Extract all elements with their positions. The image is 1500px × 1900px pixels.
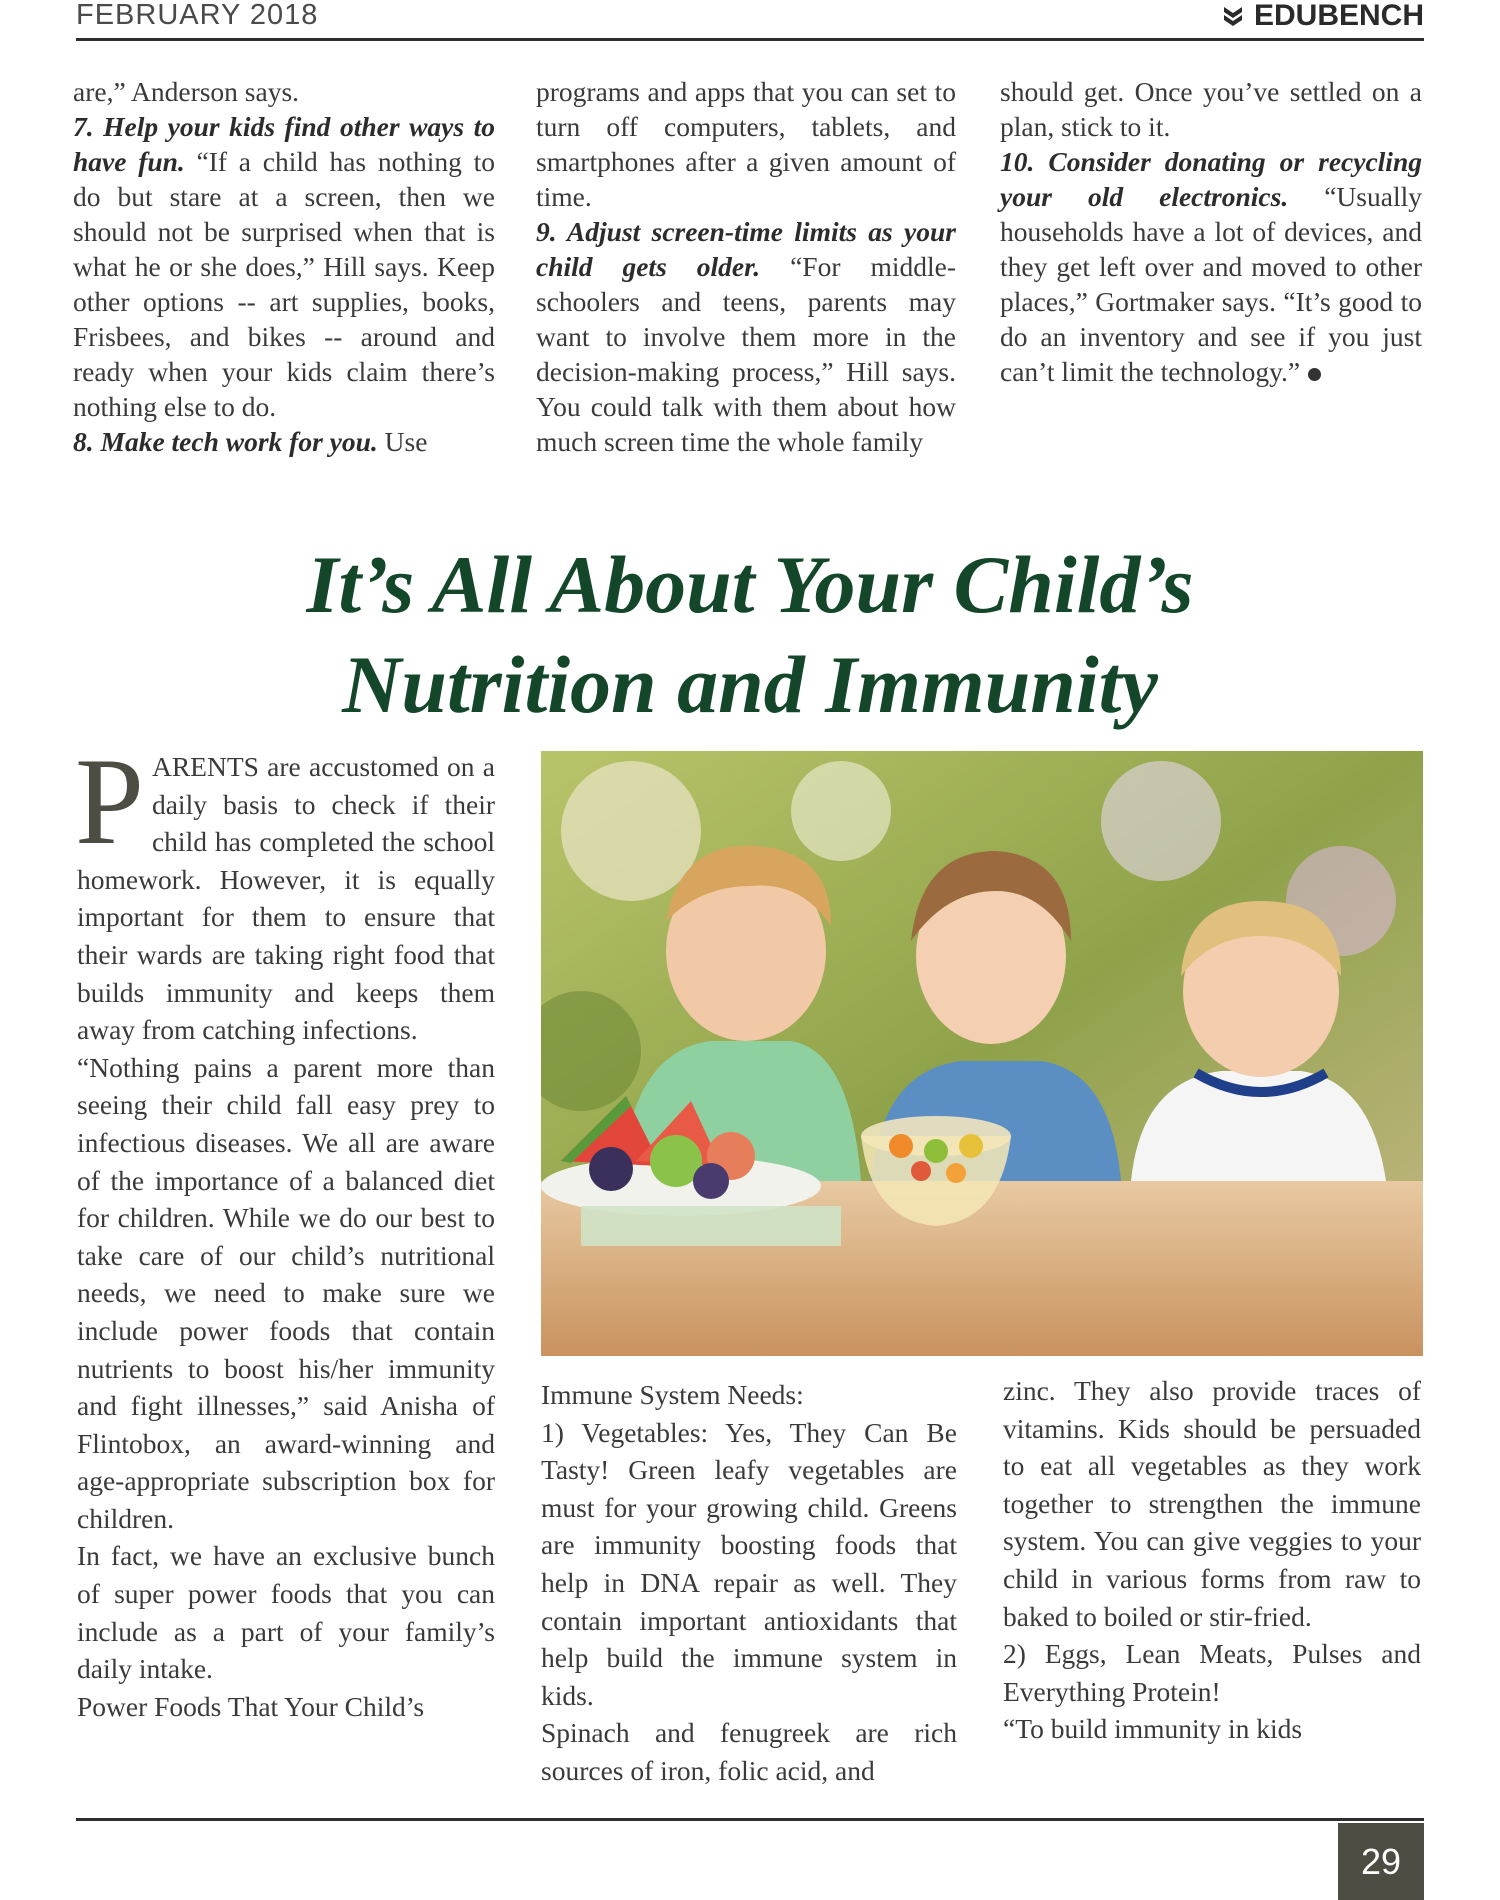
section-heading: 2) Eggs, Lean Meats, Pulses and Everything Protein! xyxy=(1003,1638,1421,1707)
paragraph: programs and apps that you can set to turn off computers, tablets, and smartphones after a given amount of time. xyxy=(536,76,956,212)
children-eating-fruit-photo xyxy=(541,751,1423,1356)
tip-heading: 10. Consider donating or recycling your old electronics. xyxy=(1000,146,1422,212)
paragraph: 1) Vegetables: Yes, They Can Be Tasty! Green leafy vegetables are must for your growing child. Greens are immunity boosting foods that help in DNA repair as well. They contain important antioxidants that help build the immune system in kids. xyxy=(541,1416,957,1711)
previous-article-column-3 xyxy=(1000,74,1422,389)
tip-7: 7. Help your kids find other ways to have fun. “If a child has nothing to do but stare at a screen, then we should not be surprised when that is what he or she does,” Hill says. Keep other options -- art supplies, books, Frisbees, and bikes -- around and ready when your kids claim there’s nothing else to do. xyxy=(73,111,495,422)
footer-rule xyxy=(76,1818,1424,1821)
brand-logo xyxy=(1222,0,1424,32)
tip-8: 8. Make tech work for you. Use xyxy=(73,426,428,457)
paragraph: are,” Anderson says. xyxy=(73,76,300,107)
intro-paragraph: PARENTS are accustomed on a daily basis to check if their child has completed the school homework. However, it is equally important for them to ensure that their wards are taking right food that builds immunity and keeps them away from catching infections. xyxy=(75,733,495,1046)
paragraph: “To build immunity in kids xyxy=(1003,1713,1303,1745)
tip-heading: 9. Adjust screen-time limits as your child gets older. xyxy=(536,216,956,282)
header-rule xyxy=(76,38,1424,41)
article-column-3 xyxy=(1003,1372,1421,1748)
paragraph: In fact, we have an exclusive bunch of super power foods that you can include as a part of your family’s daily intake. xyxy=(77,1540,495,1685)
article-column-2 xyxy=(541,1376,957,1790)
tip-9: 9. Adjust screen-time limits as your child gets older. “For middle-schoolers and teens, parents may want to involve them more in the decision-making process,” Hill says. You could talk with them about how much screen time the whole family xyxy=(536,216,956,457)
brand-name: EDUBENCH xyxy=(1253,0,1424,32)
paragraph: should get. Once you’ve settled on a plan, stick to it. xyxy=(1000,76,1422,142)
issue-date: FEBRUARY 2018 xyxy=(76,0,319,31)
section-heading: Immune System Needs: xyxy=(541,1379,804,1410)
article-column-1 xyxy=(75,733,495,1725)
tip-heading: 8. Make tech work for you. xyxy=(73,426,378,457)
headline-line-2: Nutrition and Immunity xyxy=(342,639,1158,730)
previous-article-column-2 xyxy=(536,74,956,459)
paragraph: Spinach and fenugreek are rich sources of iron, folic acid, and xyxy=(541,1717,957,1786)
page-number: 29 xyxy=(1338,1823,1424,1900)
article-headline xyxy=(100,535,1400,735)
chevron-shield-icon xyxy=(1222,5,1244,27)
paragraph: Power Foods That Your Child’s xyxy=(77,1690,425,1722)
drop-cap: P xyxy=(75,733,144,870)
tip-heading: 7. Help your kids find other ways to have fun. xyxy=(73,111,495,177)
previous-article-column-1 xyxy=(73,74,495,459)
tip-10: 10. Consider donating or recycling your old electronics. “Usually households have a lot of devices, and they get left over and moved to other places,” Gortmaker says. “It’s good to do an inventory and see if you just can’t limit the technology.” xyxy=(1000,146,1422,387)
paragraph: zinc. They also provide traces of vitamins. Kids should be persuaded to eat all vegetables as they work together to strengthen the immune system. You can give veggies to your child in various forms from raw to baked to boiled or stir-fried. xyxy=(1003,1375,1421,1632)
paragraph: “Nothing pains a parent more than seeing their child fall easy prey to infectious diseases. We all are aware of the importance of a balanced diet for children. While we do our best to take care of our child’s nutritional needs, we need to make sure we include power foods that contain nutrients to boost his/her immunity and fight illnesses,” said Anisha of Flintobox, an award-winning and age-appropriate subscription box for children. xyxy=(77,1051,495,1534)
headline-line-1: It’s All About Your Child’s xyxy=(306,539,1194,630)
end-of-article-bullet-icon xyxy=(1308,368,1321,381)
